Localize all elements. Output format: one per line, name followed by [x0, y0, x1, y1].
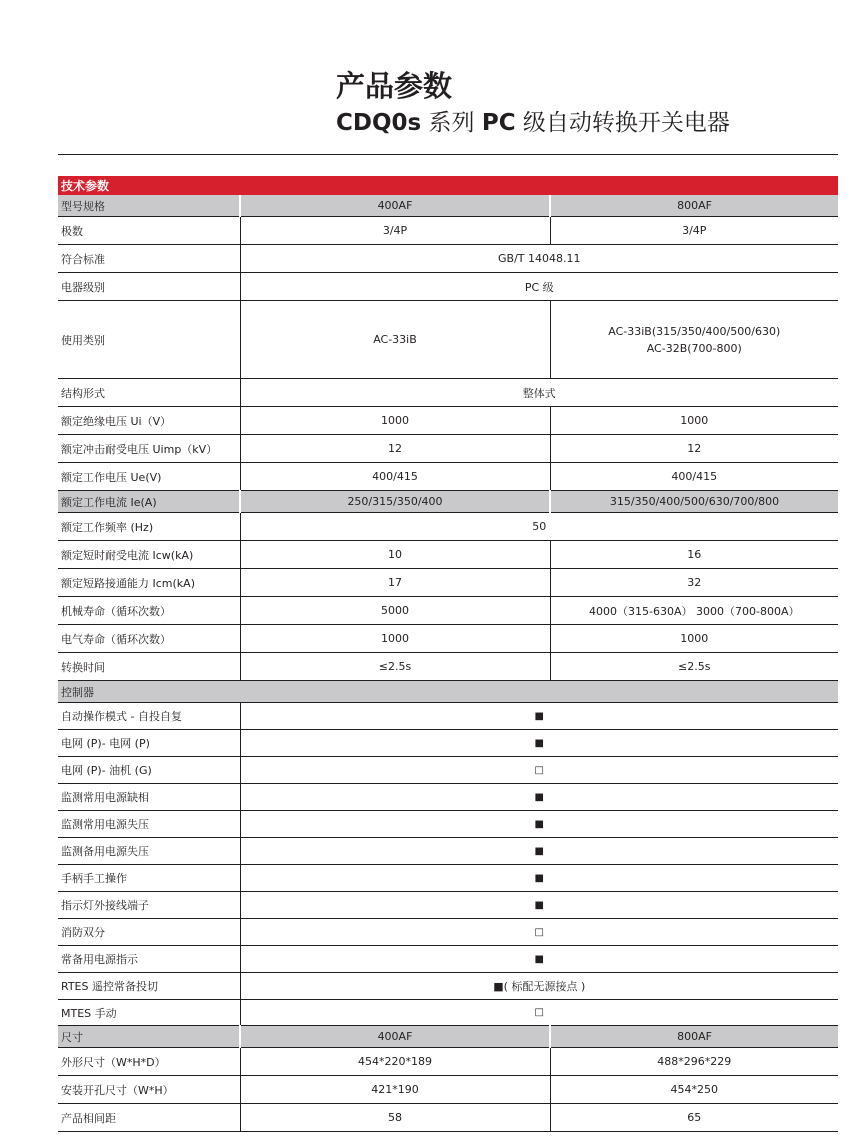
row-label: 监测常用电源缺相 [58, 784, 240, 811]
row-label: 机械寿命（循环次数） [58, 597, 240, 625]
table-row-monitor-phase-loss [58, 784, 838, 811]
header-divider [58, 154, 838, 155]
row-label: RTES 遥控常备投切 [58, 973, 240, 1000]
cell-800af [550, 301, 838, 379]
row-label: 额定工作频率 (Hz) [58, 513, 240, 541]
cell-400af: 10 [240, 541, 550, 569]
row-label: 转换时间 [58, 653, 240, 681]
row-label: 常备用电源指示 [58, 946, 240, 973]
row-label: 监测常用电源失压 [58, 811, 240, 838]
cell-800af: 1000 [550, 625, 838, 653]
section-header-controller [58, 681, 838, 703]
subtitle-class: PC [481, 110, 516, 136]
cell-800af: 488*296*229 [550, 1048, 838, 1076]
subtitle-series: 系列 [421, 110, 482, 136]
row-label: 额定短路接通能力 Icm(kA) [58, 569, 240, 597]
section-title-tech: 技术参数 [58, 176, 838, 195]
cell-800af: 3/4P [550, 217, 838, 245]
cell-400af: 454*220*189 [240, 1048, 550, 1076]
cell-shared: □ [240, 757, 838, 784]
cell-800af: 800AF [550, 195, 838, 217]
cell-shared: ■ [240, 946, 838, 973]
cell-shared: ■( 标配无源接点 ) [240, 973, 838, 1000]
spec-table [58, 176, 838, 1132]
table-row-switch-time [58, 653, 838, 681]
row-label: 电气寿命（循环次数） [58, 625, 240, 653]
table-row-uimp [58, 435, 838, 463]
table-row-phase-spacing [58, 1104, 838, 1132]
cell-400af: 400AF [240, 1026, 550, 1048]
cell-shared: ■ [240, 784, 838, 811]
row-label: 符合标准 [58, 245, 240, 273]
row-label: 安装开孔尺寸（W*H） [58, 1076, 240, 1104]
cell-shared: 整体式 [240, 379, 838, 407]
table-row-standard [58, 245, 838, 273]
table-row-grid-grid [58, 730, 838, 757]
table-row-frequency [58, 513, 838, 541]
cell-400af: 3/4P [240, 217, 550, 245]
table-row-mechanical-life [58, 597, 838, 625]
cell-shared: ■ [240, 838, 838, 865]
section-header-tech [58, 176, 838, 195]
cell-400af: 421*190 [240, 1076, 550, 1104]
row-label: 消防双分 [58, 919, 240, 946]
table-row-power-indicator [58, 946, 838, 973]
cell-shared: GB/T 14048.11 [240, 245, 838, 273]
cell-800af: 400/415 [550, 463, 838, 491]
table-row-class [58, 273, 838, 301]
cell-800af: 454*250 [550, 1076, 838, 1104]
table-row-outer-size [58, 1048, 838, 1076]
row-label: 产品相间距 [58, 1104, 240, 1132]
cell-800af: 1000 [550, 407, 838, 435]
row-label: 额定短时耐受电流 Icw(kA) [58, 541, 240, 569]
cell-400af: 5000 [240, 597, 550, 625]
cell-shared: ■ [240, 865, 838, 892]
row-label: 自动操作模式 - 自投自复 [58, 703, 240, 730]
table-row-handle [58, 865, 838, 892]
table-row-poles [58, 217, 838, 245]
cell-800af: ≤2.5s [550, 653, 838, 681]
cell-400af: 17 [240, 569, 550, 597]
cell-800af: 16 [550, 541, 838, 569]
cell-800af: 4000（315-630A） 3000（700-800A） [550, 597, 838, 625]
page-subtitle [336, 104, 730, 137]
subtitle-model: CDQ0s [336, 110, 422, 136]
table-row-monitor-backup-voltage [58, 838, 838, 865]
table-row-electrical-life [58, 625, 838, 653]
row-label: 额定工作电流 Ie(A) [58, 491, 240, 513]
row-label: 电网 (P)- 电网 (P) [58, 730, 240, 757]
page-title: 产品参数 [336, 69, 453, 103]
cell-800af: 65 [550, 1104, 838, 1132]
table-row-icw [58, 541, 838, 569]
cell-400af: 250/315/350/400 [240, 491, 550, 513]
table-row-fire-double-open [58, 919, 838, 946]
table-row-structure [58, 379, 838, 407]
cell-800af: 315/350/400/500/630/700/800 [550, 491, 838, 513]
cell-400af: ≤2.5s [240, 653, 550, 681]
cell-400af: 400AF [240, 195, 550, 217]
cell-shared: □ [240, 1000, 838, 1026]
row-label: 额定绝缘电压 Ui（V） [58, 407, 240, 435]
row-label: 监测备用电源失压 [58, 838, 240, 865]
table-row-ie [58, 491, 838, 513]
table-row-icm [58, 569, 838, 597]
table-row-monitor-main-voltage [58, 811, 838, 838]
cell-800af: 12 [550, 435, 838, 463]
row-label: 结构形式 [58, 379, 240, 407]
category-line-1: AC-33iB(315/350/400/500/630) [608, 324, 781, 338]
row-label: 指示灯外接线端子 [58, 892, 240, 919]
cell-400af: AC-33iB [240, 301, 550, 379]
row-label: 电器级别 [58, 273, 240, 301]
table-row-category [58, 301, 838, 379]
subtitle-product: 级自动转换开关电器 [515, 110, 730, 136]
table-row-ui [58, 407, 838, 435]
table-row-indicator-terminal [58, 892, 838, 919]
table-row-ue [58, 463, 838, 491]
cell-800af: 800AF [550, 1026, 838, 1048]
category-line-2: AC-32B(700-800) [646, 341, 742, 355]
cell-shared: ■ [240, 703, 838, 730]
cell-shared: ■ [240, 892, 838, 919]
row-label: 电网 (P)- 油机 (G) [58, 757, 240, 784]
row-label: 额定工作电压 Ue(V) [58, 463, 240, 491]
cell-400af: 1000 [240, 407, 550, 435]
cell-400af: 12 [240, 435, 550, 463]
table-row-model [58, 195, 838, 217]
table-row-auto-mode [58, 703, 838, 730]
row-label: MTES 手动 [58, 1000, 240, 1026]
cell-shared: □ [240, 919, 838, 946]
cell-shared: ■ [240, 730, 838, 757]
table-row-grid-generator [58, 757, 838, 784]
table-row-size-header [58, 1026, 838, 1048]
cell-shared: ■ [240, 811, 838, 838]
row-label: 手柄手工操作 [58, 865, 240, 892]
cell-shared: PC 级 [240, 273, 838, 301]
section-title-controller: 控制器 [58, 681, 838, 703]
table-row-cutout-size [58, 1076, 838, 1104]
cell-400af: 58 [240, 1104, 550, 1132]
table-row-rtes [58, 973, 838, 1000]
row-label: 额定冲击耐受电压 Uimp（kV） [58, 435, 240, 463]
row-label: 外形尺寸（W*H*D） [58, 1048, 240, 1076]
row-label: 型号规格 [58, 195, 240, 217]
cell-400af: 400/415 [240, 463, 550, 491]
row-label: 尺寸 [58, 1026, 240, 1048]
cell-400af: 1000 [240, 625, 550, 653]
cell-800af: 32 [550, 569, 838, 597]
table-row-mtes [58, 1000, 838, 1026]
cell-shared: 50 [240, 513, 838, 541]
row-label: 使用类别 [58, 301, 240, 379]
row-label: 极数 [58, 217, 240, 245]
